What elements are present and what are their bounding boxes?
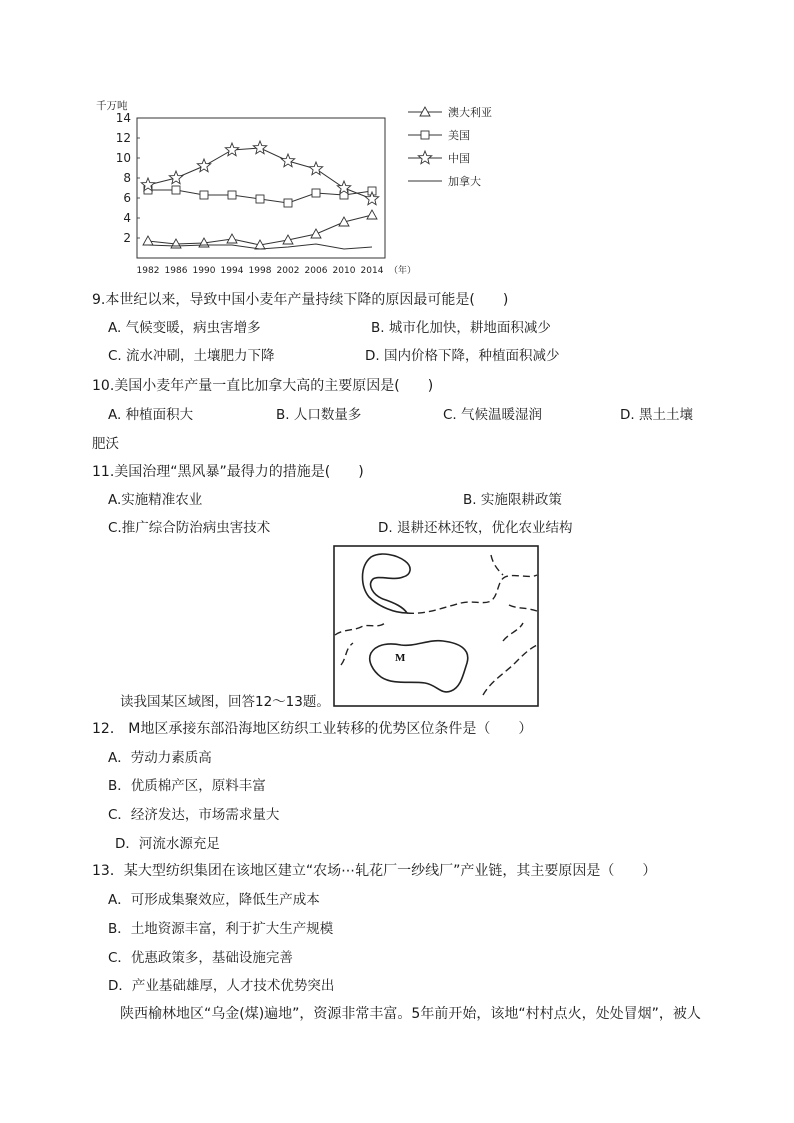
- q10-option-d[interactable]: D. 黑土土壤: [620, 407, 693, 423]
- x-axis-unit: （年）: [389, 266, 417, 276]
- q9-option-c[interactable]: C. 流水冲刷，土壤肥力下降: [108, 348, 275, 364]
- x-tick-label: 2006: [304, 266, 328, 276]
- q10-stem: 10.美国小麦年产量一直比加拿大高的主要原因是( ): [92, 378, 434, 394]
- x-tick-label: 2014: [360, 266, 384, 276]
- x-tick-label: 1998: [248, 266, 272, 276]
- q12-option-b[interactable]: B．优质棉产区，原料丰富: [108, 778, 266, 794]
- q10-option-b[interactable]: B. 人口数量多: [276, 407, 362, 423]
- y-tick-label: 4: [123, 211, 131, 225]
- q11-option-d[interactable]: D. 退耕还林还牧，优化农业结构: [378, 520, 573, 536]
- q11-option-a[interactable]: A.实施精准农业: [108, 492, 203, 508]
- series-3-point: [253, 141, 266, 154]
- x-tick-label: 1986: [164, 266, 188, 276]
- legend-label-4: 加拿大: [448, 175, 481, 188]
- x-tick-label: 1990: [192, 266, 216, 276]
- series-3-point: [197, 159, 210, 172]
- legend-label-3: 中国: [448, 152, 470, 165]
- q13-stem: 13．某大型纺织集团在该地区建立“农场⋯轧花厂一纱线厂”产业链，其主要原因是（ ）: [92, 863, 657, 879]
- q11-option-c[interactable]: C.推广综合防治病虫害技术: [108, 520, 271, 536]
- passage-text: 陕西榆林地区“乌金(煤)遍地”，资源非常丰富。5年前开始，该地“村村点火，处处冒烟”，被人: [120, 1006, 701, 1022]
- series-2-point: [228, 191, 236, 199]
- series-3-point: [365, 192, 378, 205]
- legend-label-1: 澳大利亚: [448, 106, 492, 119]
- series-2-point: [312, 189, 320, 197]
- q10-option-c[interactable]: C. 气候温暖湿润: [443, 407, 543, 423]
- series-1-point: [143, 236, 153, 245]
- q12-option-d[interactable]: D．河流水源充足: [115, 836, 220, 852]
- legend-label-2: 美国: [448, 129, 470, 142]
- q9-option-a[interactable]: A. 气候变暖，病虫害增多: [108, 320, 261, 336]
- series-3-point: [169, 171, 182, 184]
- q13-option-c[interactable]: C．优惠政策多，基础设施完善: [108, 950, 293, 966]
- y-tick-label: 12: [115, 131, 131, 145]
- x-tick-label: 1994: [220, 266, 244, 276]
- series-3-point: [309, 162, 322, 175]
- series-1-point: [367, 210, 377, 219]
- series-3-point: [225, 143, 238, 156]
- q9-stem: 9.本世纪以来，导致中国小麦年产量持续下降的原因最可能是( ): [92, 292, 509, 308]
- legend-marker-2: [421, 131, 429, 139]
- q12-option-a[interactable]: A．劳动力素质高: [108, 750, 212, 766]
- series-1-point: [311, 229, 321, 238]
- legend-marker-3: [418, 151, 431, 164]
- map-label-m: M: [395, 652, 406, 664]
- q13-option-d[interactable]: D．产业基础雄厚，人才技术优势突出: [108, 978, 335, 994]
- y-tick-label: 2: [123, 231, 131, 245]
- region-map: [333, 545, 539, 707]
- q9-option-b[interactable]: B. 城市化加快，耕地面积减少: [371, 320, 551, 336]
- q13-option-b[interactable]: B．土地资源丰富，利于扩大生产规模: [108, 921, 334, 937]
- y-axis-unit: 千万吨: [96, 100, 128, 112]
- y-tick-label: 10: [115, 151, 131, 165]
- series-2-point: [284, 199, 292, 207]
- q9-option-d[interactable]: D. 国内价格下降，种植面积减少: [365, 348, 560, 364]
- q13-option-a[interactable]: A．可形成集聚效应，降低生产成本: [108, 892, 320, 908]
- y-tick-label: 14: [115, 111, 131, 125]
- series-2-point: [200, 191, 208, 199]
- x-tick-label: 2010: [332, 266, 356, 276]
- series-1-point: [227, 234, 237, 243]
- wheat-production-line-chart: [92, 98, 512, 278]
- x-tick-label: 2002: [276, 266, 300, 276]
- y-tick-label: 8: [123, 171, 131, 185]
- series-3-point: [281, 154, 294, 167]
- x-tick-label: 1982: [136, 266, 160, 276]
- series-2-point: [256, 195, 264, 203]
- q12-stem: 12． M地区承接东部沿海地区纺织工业转移的优势区位条件是（ ）: [92, 721, 533, 737]
- q10-option-a[interactable]: A. 种植面积大: [108, 407, 194, 423]
- map-frame: [334, 546, 538, 706]
- map-intro: 读我国某区域图，回答12～13题。: [120, 694, 330, 710]
- q12-option-c[interactable]: C．经济发达，市场需求量大: [108, 807, 280, 823]
- y-tick-label: 6: [123, 191, 131, 205]
- q10-option-d-continued: 肥沃: [92, 436, 119, 452]
- q11-stem: 11.美国治理“黑风暴”最得力的措施是( ): [92, 464, 364, 480]
- q11-option-b[interactable]: B. 实施限耕政策: [463, 492, 562, 508]
- series-2-point: [172, 186, 180, 194]
